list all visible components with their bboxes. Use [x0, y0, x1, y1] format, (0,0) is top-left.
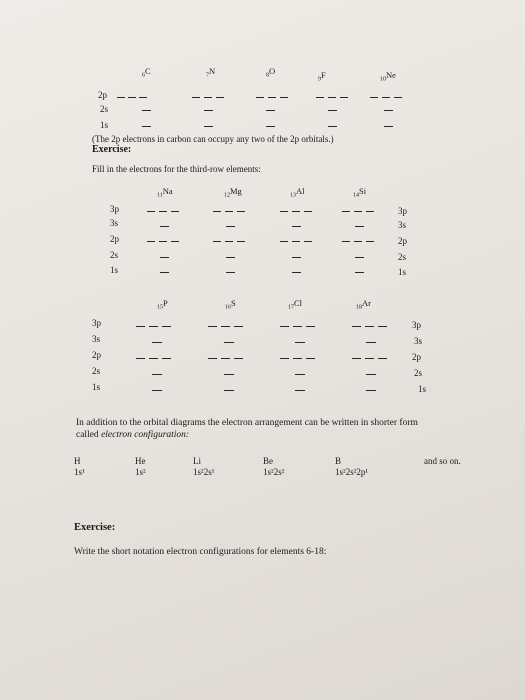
orbital-blank-line [139, 97, 147, 98]
orbital-blank-line [171, 211, 179, 212]
orbital-blank-line [292, 241, 300, 242]
orbital-blank-line [316, 97, 324, 98]
g1-label-1s: 1s [110, 265, 119, 275]
orbital-blank-line [352, 358, 361, 359]
orbital-blank-line [142, 110, 151, 111]
g1-right-2p: 2p [398, 236, 407, 246]
orbital-blank-line [204, 97, 212, 98]
orbital-blank-line [378, 326, 387, 327]
orbital-blank-line [293, 358, 302, 359]
orbital-blank-line [340, 97, 348, 98]
orbital-blank-line [382, 97, 390, 98]
config-entry-be: Be 1s²2s² [263, 456, 285, 477]
orbital-blank-line [378, 358, 387, 359]
g1-right-3p: 3p [398, 206, 407, 216]
orbital-blank-line [352, 326, 361, 327]
orbital-blank-line [342, 211, 350, 212]
orbital-blank-line [160, 226, 169, 227]
exercise-heading-2: Exercise: [74, 522, 116, 533]
orbital-blank-line [366, 211, 374, 212]
orbital-blank-line [234, 326, 243, 327]
orbital-blank-line [208, 358, 217, 359]
orbital-blank-line [224, 342, 234, 343]
orbital-blank-line [171, 241, 179, 242]
orbital-blank-line [204, 126, 213, 127]
g1-label-3s: 3s [110, 218, 119, 228]
orbital-blank-line [293, 326, 302, 327]
orbital-blank-line [280, 241, 288, 242]
g1-right-2s: 2s [398, 252, 407, 262]
orbital-blank-line [354, 211, 362, 212]
orbital-blank-line [136, 326, 145, 327]
orbital-blank-line [159, 241, 167, 242]
orbital-blank-line [342, 241, 350, 242]
orbital-blank-line [224, 390, 234, 391]
orbital-blank-line [365, 358, 374, 359]
g2-label-1s: 1s [92, 382, 101, 392]
orbital-blank-line [295, 390, 305, 391]
element-header-ne: $_{10}$Ne [380, 70, 396, 83]
element-header-o: $_8$O [266, 66, 276, 79]
orbital-blank-line [370, 97, 378, 98]
config-entry-h: H 1s¹ [74, 456, 85, 477]
orbital-blank-line [117, 97, 125, 98]
orbital-blank-line [355, 257, 364, 258]
g2-right-2p: 2p [412, 352, 421, 362]
orbital-blank-line [224, 374, 234, 375]
g2-label-2s: 2s [92, 366, 101, 376]
element-header-c: $_6$C [142, 66, 151, 79]
orbital-blank-line [306, 326, 315, 327]
orbital-blank-line [225, 241, 233, 242]
orbital-blank-line [204, 110, 213, 111]
config-intro-line2: called electron configuration: [76, 430, 190, 440]
orbital-blank-line [354, 241, 362, 242]
orbital-blank-line [152, 374, 162, 375]
config-intro-line1: In addition to the orbital diagrams the electron arrangement can be written in shorter form [76, 418, 418, 428]
g2-right-3s: 3s [414, 336, 423, 346]
g2-right-2s: 2s [414, 368, 423, 378]
config-entry-li: Li 1s²2s¹ [193, 456, 215, 477]
orbital-blank-line [292, 257, 301, 258]
g1-label-2p: 2p [110, 234, 119, 244]
orbital-blank-line [266, 110, 275, 111]
orbital-blank-line [162, 358, 171, 359]
exercise-2-instruction: Write the short notation electron configurations for elements 6-18: [74, 547, 327, 557]
orbital-blank-line [152, 342, 162, 343]
orbital-blank-line [328, 126, 337, 127]
carbon-note: (The 2p electrons in carbon can occupy any two of the 2p orbitals.) [92, 134, 334, 144]
orbital-blank-line [237, 211, 245, 212]
orbital-blank-line [213, 211, 221, 212]
orbital-blank-line [355, 272, 364, 273]
orbital-blank-line [160, 257, 169, 258]
orbital-blank-line [355, 226, 364, 227]
orbital-blank-line [366, 390, 376, 391]
orbital-blank-line [142, 126, 151, 127]
element-header-mg: $_{12}$Mg [224, 186, 242, 199]
orbital-blank-line [149, 326, 158, 327]
orbital-blank-line [159, 211, 167, 212]
orbital-blank-line [256, 97, 264, 98]
orbital-blank-line [280, 97, 288, 98]
orbital-blank-line [160, 272, 169, 273]
g2-right-1s: 1s [418, 384, 427, 394]
orbital-blank-line [266, 126, 275, 127]
orbital-blank-line [365, 326, 374, 327]
element-header-p: $_{15}$P [157, 298, 168, 311]
row-label-1s: 1s [100, 120, 109, 130]
orbital-blank-line [208, 326, 217, 327]
orbital-blank-line [237, 241, 245, 242]
orbital-blank-line [366, 374, 376, 375]
orbital-blank-line [306, 358, 315, 359]
orbital-blank-line [216, 97, 224, 98]
orbital-blank-line [152, 390, 162, 391]
orbital-blank-line [384, 126, 393, 127]
orbital-blank-line [128, 97, 136, 98]
orbital-blank-line [280, 211, 288, 212]
g1-right-3s: 3s [398, 220, 407, 230]
row-label-2p: 2p [98, 90, 107, 100]
config-entry-b: B 1s²2s²2p¹ [335, 456, 369, 477]
element-header-na: $_{11}$Na [157, 186, 173, 199]
exercise-heading-1: Exercise: [92, 144, 132, 155]
orbital-blank-line [147, 211, 155, 212]
config-entry-he: He 1s² [135, 456, 146, 477]
orbital-blank-line [366, 241, 374, 242]
orbital-blank-line [280, 326, 289, 327]
g1-label-2s: 2s [110, 250, 119, 260]
element-header-f: $_9$F [318, 70, 326, 83]
orbital-blank-line [304, 211, 312, 212]
orbital-blank-line [221, 326, 230, 327]
orbital-blank-line [292, 211, 300, 212]
orbital-blank-line [268, 97, 276, 98]
g1-label-3p: 3p [110, 204, 119, 214]
orbital-blank-line [192, 97, 200, 98]
orbital-blank-line [221, 358, 230, 359]
g2-label-2p: 2p [92, 350, 101, 360]
orbital-blank-line [295, 342, 305, 343]
orbital-blank-line [226, 257, 235, 258]
orbital-blank-line [366, 342, 376, 343]
orbital-blank-line [225, 211, 233, 212]
element-header-ar: $_{18}$Ar [356, 298, 371, 311]
orbital-blank-line [384, 110, 393, 111]
g1-right-1s: 1s [398, 267, 407, 277]
orbital-blank-line [234, 358, 243, 359]
orbital-blank-line [280, 358, 289, 359]
orbital-blank-line [226, 226, 235, 227]
element-header-cl: $_{17}$Cl [288, 298, 303, 311]
orbital-blank-line [226, 272, 235, 273]
orbital-blank-line [304, 241, 312, 242]
orbital-blank-line [394, 97, 402, 98]
orbital-blank-line [292, 272, 301, 273]
orbital-blank-line [328, 97, 336, 98]
orbital-blank-line [328, 110, 337, 111]
g2-label-3p: 3p [92, 318, 101, 328]
g2-label-3s: 3s [92, 334, 101, 344]
orbital-blank-line [147, 241, 155, 242]
element-header-n: $_7$N [206, 66, 216, 79]
element-header-al: $_{13}$Al [290, 186, 305, 199]
orbital-blank-line [213, 241, 221, 242]
element-header-si: $_{14}$Si [353, 186, 367, 199]
orbital-blank-line [162, 326, 171, 327]
row-label-2s: 2s [100, 104, 109, 114]
orbital-blank-line [149, 358, 158, 359]
g2-right-3p: 3p [412, 320, 421, 330]
orbital-blank-line [292, 226, 301, 227]
element-header-s: $_{16}$S [225, 298, 236, 311]
orbital-blank-line [295, 374, 305, 375]
third-row-instruction: Fill in the electrons for the third-row elements: [92, 164, 261, 174]
orbital-blank-line [136, 358, 145, 359]
and-so-on: and so on. [424, 456, 461, 466]
